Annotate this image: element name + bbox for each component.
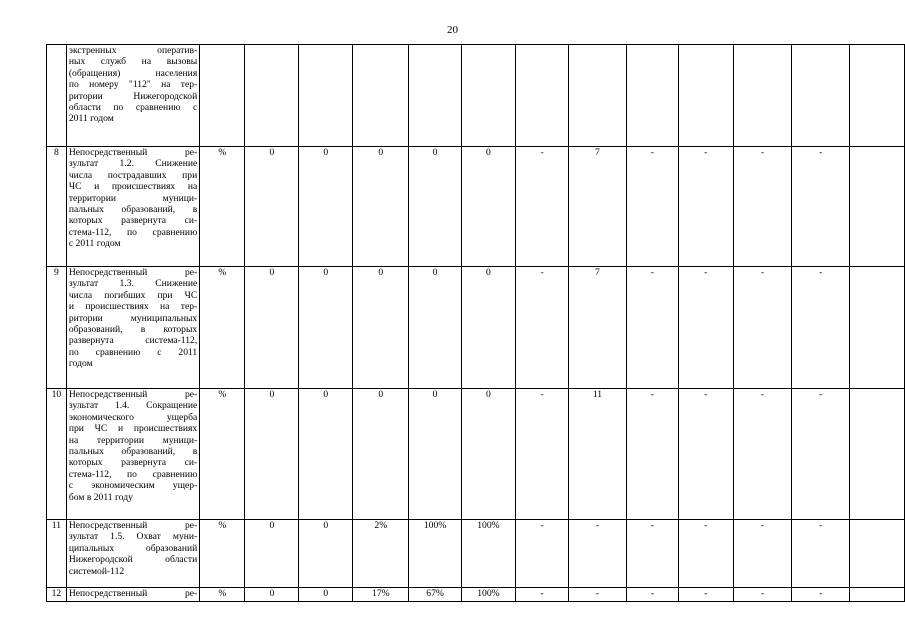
value-cell: 0 <box>299 267 353 389</box>
indicator-description <box>66 389 199 520</box>
value-cell: 11 <box>568 389 626 520</box>
page-number: 20 <box>447 24 458 36</box>
row-number: 12 <box>47 588 67 602</box>
unit-cell: % <box>200 520 245 588</box>
value-cell: - <box>626 147 678 267</box>
table-row <box>47 588 905 602</box>
table-row <box>47 147 905 267</box>
value-cell <box>850 267 905 389</box>
value-cell <box>245 45 299 147</box>
value-cell <box>626 45 678 147</box>
description-line: с экономическим ущер- <box>68 480 198 492</box>
row-number: 9 <box>47 267 67 389</box>
description-line: ритории муниципальных <box>68 312 198 324</box>
indicator-description <box>66 267 199 389</box>
value-cell: - <box>568 520 626 588</box>
value-cell: - <box>792 520 850 588</box>
row-number <box>47 45 67 147</box>
description-line: зультат 1.4. Сокращение <box>68 400 198 412</box>
value-cell: - <box>678 147 733 267</box>
value-cell: 0 <box>409 147 461 267</box>
description-line: при ЧС и происшествиях <box>68 423 198 435</box>
value-cell: 0 <box>299 520 353 588</box>
description-line: области по сравнению с <box>68 102 198 114</box>
value-cell: 0 <box>245 588 299 602</box>
value-cell: - <box>678 588 733 602</box>
description-line: зультат 1.5. Охват муни- <box>68 531 198 543</box>
description-line: территории муници- <box>68 192 198 204</box>
value-cell: 0 <box>353 389 409 520</box>
row-number: 11 <box>47 520 67 588</box>
table-row <box>47 389 905 520</box>
description-line: с 2011 годом <box>68 238 121 250</box>
value-cell: - <box>733 588 792 602</box>
value-cell: - <box>678 267 733 389</box>
description-line: пальных образований, в <box>68 204 198 216</box>
description-line: стема-112, по сравнению <box>68 468 198 480</box>
value-cell: 0 <box>299 588 353 602</box>
row-number: 8 <box>47 147 67 267</box>
value-cell <box>850 45 905 147</box>
value-cell <box>461 45 515 147</box>
value-cell <box>850 520 905 588</box>
unit-cell: % <box>200 267 245 389</box>
value-cell: - <box>733 389 792 520</box>
description-line: экономического ущерба <box>68 411 198 423</box>
description-line: системой-112 <box>68 565 125 577</box>
description-line: бом в 2011 году <box>68 491 133 503</box>
value-cell: 7 <box>568 147 626 267</box>
value-cell: 0 <box>353 267 409 389</box>
description-line: годом <box>68 358 93 370</box>
description-line: стема-112, по сравнению <box>68 226 198 238</box>
row-number: 10 <box>47 389 67 520</box>
value-cell: - <box>626 588 678 602</box>
description-line: ных служб на вызовы <box>68 56 198 68</box>
value-cell: 0 <box>245 147 299 267</box>
value-cell: 67% <box>409 588 461 602</box>
value-cell: 2% <box>353 520 409 588</box>
description-line: зультат 1.2. Снижение <box>68 158 198 170</box>
value-cell <box>850 147 905 267</box>
indicator-description <box>66 588 199 602</box>
value-cell <box>792 45 850 147</box>
description-line: ритории Нижегородской <box>68 90 198 102</box>
description-line: Нижегородской области <box>68 554 198 566</box>
value-cell: 100% <box>461 588 515 602</box>
value-cell: - <box>626 389 678 520</box>
description-line: ципальных образований <box>68 542 198 554</box>
value-cell: - <box>678 520 733 588</box>
value-cell: 0 <box>409 389 461 520</box>
value-cell: - <box>733 147 792 267</box>
value-cell: - <box>733 267 792 389</box>
indicator-table <box>46 44 905 602</box>
value-cell <box>850 389 905 520</box>
value-cell <box>409 45 461 147</box>
value-cell: 0 <box>299 389 353 520</box>
indicator-description <box>66 45 199 147</box>
value-cell: 0 <box>461 147 515 267</box>
value-cell <box>353 45 409 147</box>
table-row <box>47 45 905 147</box>
value-cell <box>299 45 353 147</box>
description-line: Непосредственный ре- <box>68 267 198 278</box>
description-line: числа погибших при ЧС <box>68 289 198 301</box>
value-cell <box>516 45 569 147</box>
description-line: которых развернута си- <box>68 457 198 469</box>
description-line: Непосредственный ре- <box>68 520 198 531</box>
description-line: развернута система-112, <box>68 335 198 347</box>
value-cell <box>568 45 626 147</box>
value-cell: 0 <box>245 267 299 389</box>
value-cell <box>850 588 905 602</box>
value-cell: 100% <box>461 520 515 588</box>
value-cell: - <box>516 588 569 602</box>
value-cell: 0 <box>353 147 409 267</box>
value-cell <box>733 45 792 147</box>
value-cell: 0 <box>245 389 299 520</box>
description-line: 2011 годом <box>68 113 114 125</box>
value-cell: - <box>792 389 850 520</box>
value-cell: - <box>516 267 569 389</box>
value-cell: - <box>516 389 569 520</box>
description-line: Непосредственный ре- <box>68 389 198 400</box>
value-cell: - <box>516 147 569 267</box>
value-cell: - <box>568 588 626 602</box>
description-line: зультат 1.3. Снижение <box>68 278 198 290</box>
description-line: числа пострадавших при <box>68 169 198 181</box>
value-cell: - <box>792 147 850 267</box>
value-cell: 100% <box>409 520 461 588</box>
value-cell: - <box>792 267 850 389</box>
value-cell: - <box>792 588 850 602</box>
description-line: Непосредственный ре- <box>68 147 198 158</box>
value-cell: - <box>626 267 678 389</box>
description-line: пальных образований, в <box>68 446 198 458</box>
table-row <box>47 267 905 389</box>
description-line: (обращения) населения <box>68 67 198 79</box>
description-line: и происшествиях на тер- <box>68 301 198 313</box>
value-cell: - <box>678 389 733 520</box>
description-line: по номеру "112" на тер- <box>68 79 198 91</box>
description-line: ЧС и происшествиях на <box>68 181 198 193</box>
description-line: по сравнению с 2011 <box>68 346 198 358</box>
indicator-description <box>66 147 199 267</box>
unit-cell <box>200 45 245 147</box>
value-cell: 0 <box>461 267 515 389</box>
value-cell: 7 <box>568 267 626 389</box>
value-cell <box>678 45 733 147</box>
description-line: которых развернута си- <box>68 215 198 227</box>
value-cell: 0 <box>461 389 515 520</box>
description-line: на территории муници- <box>68 434 198 446</box>
unit-cell: % <box>200 147 245 267</box>
value-cell: 0 <box>299 147 353 267</box>
description-line: Непосредственный ре- <box>68 588 198 599</box>
table-row <box>47 520 905 588</box>
unit-cell: % <box>200 588 245 602</box>
value-cell: - <box>516 520 569 588</box>
value-cell: 17% <box>353 588 409 602</box>
unit-cell: % <box>200 389 245 520</box>
description-line: экстренных оператив- <box>68 45 198 56</box>
value-cell: - <box>733 520 792 588</box>
description-line: образований, в которых <box>68 324 198 336</box>
value-cell: - <box>626 520 678 588</box>
value-cell: 0 <box>409 267 461 389</box>
value-cell: 0 <box>245 520 299 588</box>
indicator-description <box>66 520 199 588</box>
